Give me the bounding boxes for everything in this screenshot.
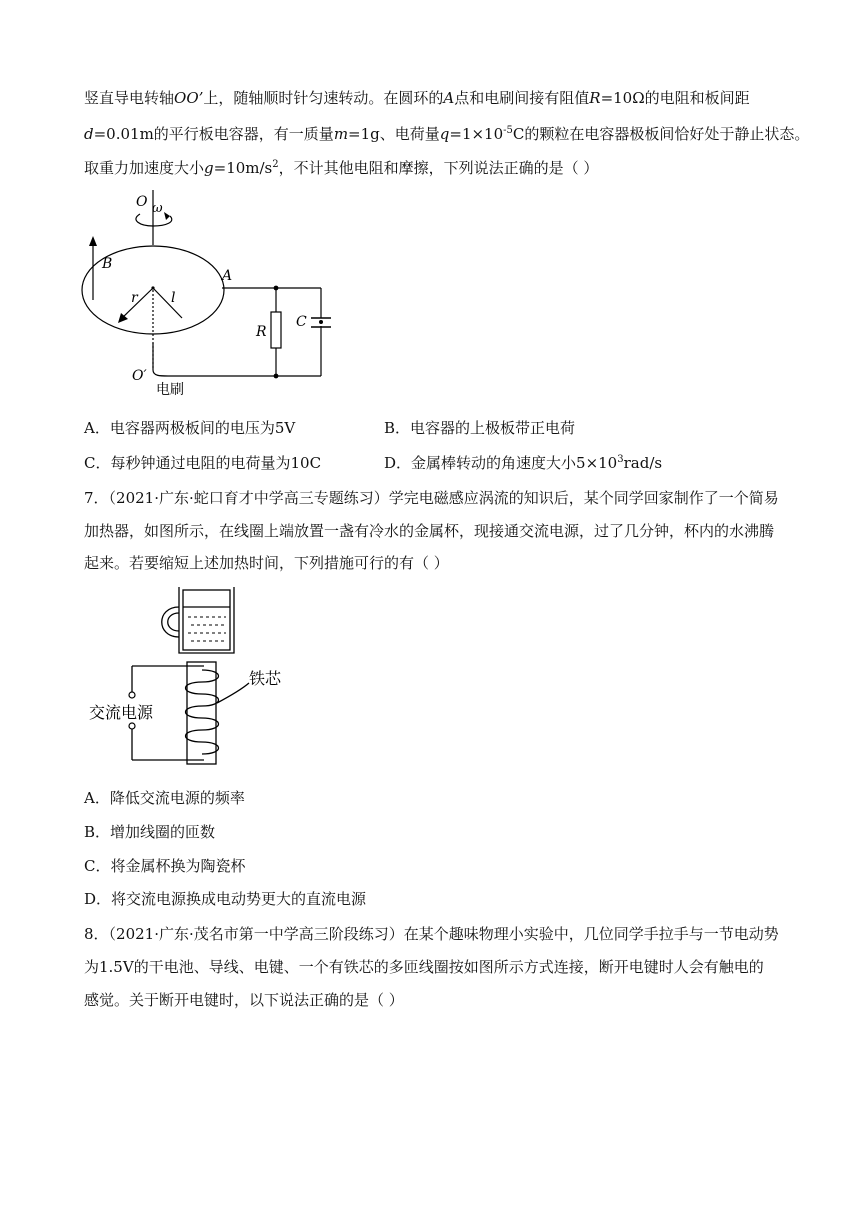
- q6-option-c[interactable]: C．每秒钟通过电阻的电荷量为10C: [84, 454, 322, 472]
- q7-line-2: 加热器，如图所示，在线圈上端放置一盏有冷水的金属杯，现接通交流电源，过了几分钟，杯内的水沸腾: [84, 522, 775, 540]
- q6-option-b[interactable]: B．电容器的上极板带正电荷: [384, 419, 576, 437]
- q6-option-a[interactable]: A．电容器两极板间的电压为5V: [84, 419, 296, 437]
- q7-line-3: 起来。若要缩短上述加热时间，下列措施可行的有（ ）: [84, 554, 449, 572]
- q7-option-b[interactable]: B．增加线圈的匝数: [84, 823, 216, 841]
- q7-option-a[interactable]: A．降低交流电源的频率: [84, 789, 245, 807]
- svg-text:ω: ω: [152, 201, 163, 216]
- svg-text:r: r: [131, 290, 138, 306]
- q8-line-1: 8．（2021·广东·茂名市第一中学高三阶段练习）在某个趣味物理小实验中，几位同学手拉手与一节电动势: [84, 925, 779, 943]
- svg-text:O′: O′: [132, 368, 147, 384]
- q7-option-c[interactable]: C．将金属杯换为陶瓷杯: [84, 857, 246, 875]
- induction-heater-figure: [84, 585, 304, 770]
- svg-text:电刷: 电刷: [156, 382, 184, 398]
- svg-text:l: l: [171, 290, 176, 306]
- svg-text:交流电源: 交流电源: [89, 703, 154, 722]
- svg-text:R: R: [256, 324, 267, 340]
- q6-line-1: 竖直导电转轴OO’上，随轴顺时针匀速转动。在圆环的A点和电刷间接有阻值R=10Ω的电阻和板间距: [84, 89, 750, 107]
- q6-option-d[interactable]: D．金属棒转动的角速度大小$5\times 10^3rad/s$: [384, 454, 663, 472]
- svg-text:C: C: [296, 314, 307, 330]
- q7-line-1: 7．（2021·广东·蛇口育才中学高三专题练习）学完电磁感应涡流的知识后，某个同学回家制作了一个简易: [84, 489, 779, 507]
- q6-line-3: 取重力加速度大小$g=10m/s^2$，不计其他电阻和摩擦，下列说法正确的是（ ）: [84, 159, 599, 177]
- svg-text:B: B: [102, 256, 113, 272]
- svg-text:铁芯: 铁芯: [249, 669, 282, 688]
- q7-option-d[interactable]: D．将交流电源换成电动势更大的直流电源: [84, 890, 367, 908]
- q6-line-2: d=0.01m的平行板电容器，有一质量m=1g、电荷量$q=1\times 10^{-5}C$的颗粒在电容器极板间恰好处于静止状态。: [84, 125, 810, 143]
- svg-text:A: A: [222, 268, 233, 284]
- q8-line-3: 感觉。关于断开电键时，以下说法正确的是（ ）: [84, 991, 404, 1009]
- rotating-ring-circuit-figure: [78, 190, 348, 400]
- svg-text:O: O: [136, 194, 148, 210]
- q8-line-2: 为1.5V的干电池、导线、电键、一个有铁芯的多匝线圈按如图所示方式连接，断开电键时人会有触电的: [84, 958, 764, 976]
